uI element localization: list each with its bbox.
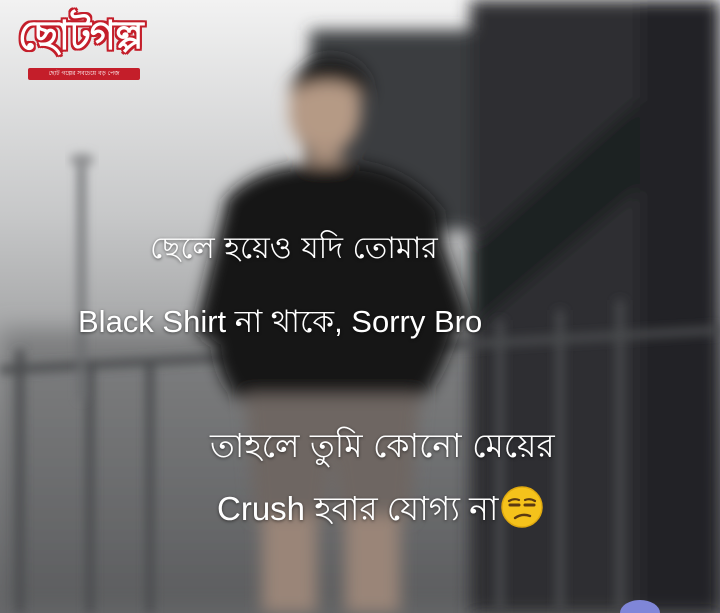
caption-line-4 — [217, 483, 544, 539]
logo-title: ছোটগল্প — [18, 13, 143, 59]
unamused-face-icon — [500, 485, 544, 529]
caption-line-2: Black Shirt না থাকে, Sorry Bro — [78, 304, 483, 339]
caption-line-3: তাহলে তুমি কোনো মেয়ের — [210, 426, 555, 465]
logo-tagline: ছোট গল্পের সবচেয়ে বড় পেজ — [28, 68, 140, 80]
caption-line-1: ছেলে হয়েও যদি তোমার — [150, 231, 438, 266]
caption-line-4-text: Crush হবার যোগ্য না — [217, 490, 499, 527]
brand-logo — [18, 12, 148, 92]
